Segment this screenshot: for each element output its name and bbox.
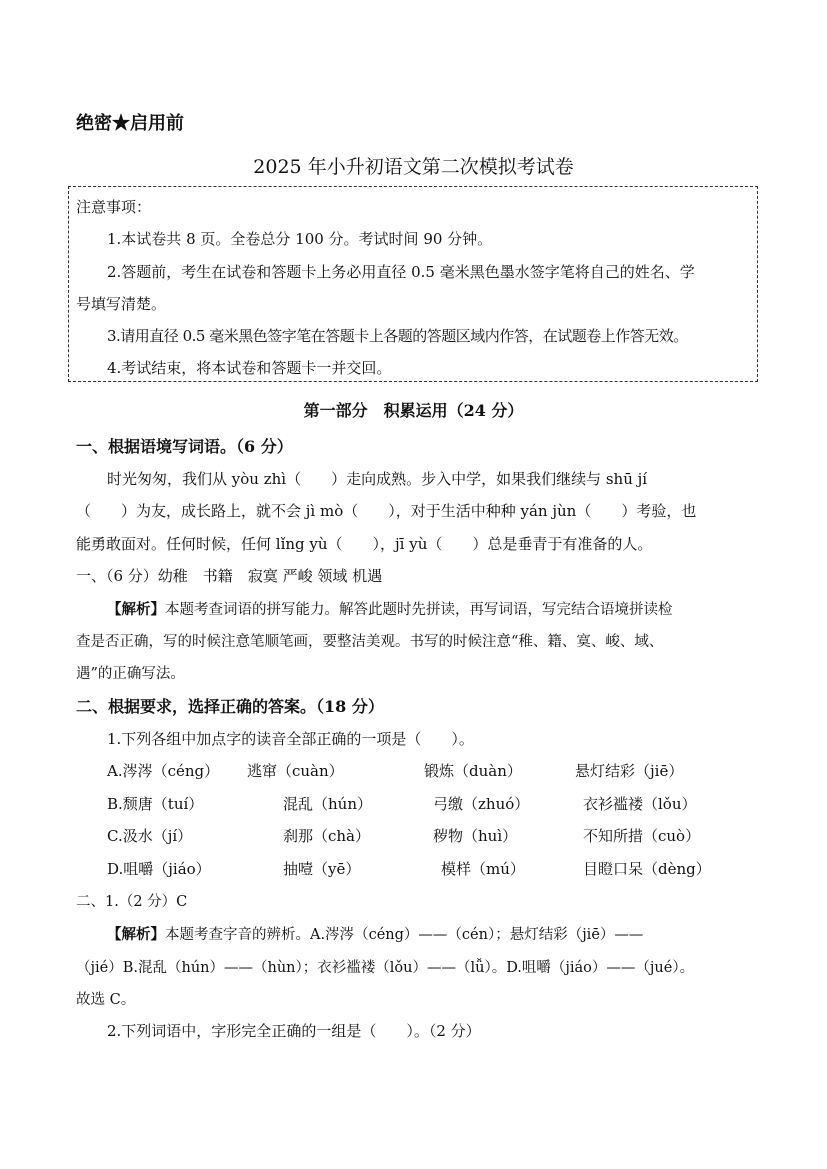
notice-item-4: 4.考试结束，将本试卷和答题卡一并交回。 bbox=[107, 359, 392, 377]
exam-title: 2025 年小升初语文第二次模拟考试卷 bbox=[253, 156, 574, 178]
notice-box bbox=[68, 186, 758, 382]
q2-1-answer: 二、1.（2 分）C bbox=[76, 894, 188, 910]
q2-1-stem: 1.下列各组中加点字的读音全部正确的一项是（ ）。 bbox=[107, 730, 474, 748]
option-a-3: 锻炼（duàn） bbox=[424, 762, 522, 780]
q1-heading: 一、根据语境写词语。（6 分） bbox=[76, 437, 293, 456]
option-b-4: 衣衫褴褛（lǒu） bbox=[583, 795, 697, 813]
notice-item-2: 2.答题前，考生在试卷和答题卡上务必用直径 0.5 毫米黑色墨水签字笔将自己的姓名、学 bbox=[107, 263, 695, 281]
q1-line-1: 时光匆匆，我们从 yòu zhì（ ）走向成熟。步入中学，如果我们继续与 shū jí bbox=[107, 470, 648, 488]
q2-1-analysis-1 bbox=[107, 923, 643, 944]
part1-title: 第一部分 积累运用（24 分） bbox=[303, 401, 524, 420]
notice-item-3: 3.请用直径 0.5 毫米黑色签字笔在答题卡上各题的答题区域内作答，在试题卷上作答无效。 bbox=[107, 327, 688, 345]
option-b-1: B.颓唐（tuí） bbox=[107, 795, 204, 813]
option-d-2: 抽噎（yē） bbox=[283, 860, 361, 878]
option-d-4: 目瞪口呆（dèng） bbox=[583, 860, 711, 878]
q1-line-3: 能勇敢面对。任何时候，任何 lǐng yù（ ），jī yù（ ）总是垂青于有准备的人。 bbox=[76, 535, 653, 553]
option-b-2: 混乱（hún） bbox=[283, 795, 372, 813]
q1-analysis-3: 遇”的正确写法。 bbox=[76, 666, 185, 682]
q1-line-2: （ ）为友，成长路上，就不会 jì mò（ ），对于生活中种种 yán jùn（ ）考验，也 bbox=[76, 502, 697, 520]
option-c-4: 不知所措（cuò） bbox=[583, 827, 701, 845]
option-d-1: D.咀嚼（jiáo） bbox=[107, 860, 211, 878]
option-c-2: 刹那（chà） bbox=[283, 827, 371, 845]
notice-item-1: 1.本试卷共 8 页。全卷总分 100 分。考试时间 90 分钟。 bbox=[107, 230, 493, 248]
q1-analysis-2: 查是否正确，写的时候注意笔顺笔画，要整洁美观。书写的时候注意“稚、籍、寞、峻、域、 bbox=[76, 634, 664, 650]
option-c-1: C.汲水（jí） bbox=[107, 827, 193, 845]
option-a-2: 逃窜（cuàn） bbox=[247, 762, 344, 780]
q2-heading: 二、根据要求，选择正确的答案。（18 分） bbox=[76, 697, 384, 716]
confidential-label: 绝密★启用前 bbox=[76, 113, 184, 134]
option-c-3: 秽物（huì） bbox=[433, 827, 518, 845]
q2-2-stem: 2.下列词语中，字形完全正确的一组是（ ）。（2 分） bbox=[107, 1022, 481, 1040]
notice-item-2-cont: 号填写清楚。 bbox=[76, 295, 167, 313]
q2-1-analysis-2: （jié）B.混乱（hún）——（hùn）；衣衫褴褛（lǒu）——（lǚ）。D.咀嚼（jiáo）——（jué）。 bbox=[76, 960, 695, 976]
analysis-label: 【解析】 bbox=[107, 926, 165, 943]
option-b-3: 弓缴（zhuó） bbox=[433, 795, 530, 813]
option-a-1: A.涔涔（céng） bbox=[107, 762, 220, 780]
q1-analysis-1 bbox=[107, 598, 673, 619]
q1-answer: 一、（6 分）幼稚 书籍 寂寞 严峻 领域 机遇 bbox=[76, 567, 383, 585]
analysis-text: 本题考查词语的拼写能力。解答此题时先拼读，再写词语，写完结合语境拼读检 bbox=[165, 602, 673, 618]
q2-1-analysis-3: 故选 C。 bbox=[76, 992, 136, 1008]
notice-heading: 注意事项： bbox=[76, 198, 152, 216]
option-d-3: 模样（mú） bbox=[441, 860, 525, 878]
analysis-label: 【解析】 bbox=[107, 601, 165, 618]
option-a-4: 悬灯结彩（jiē） bbox=[575, 762, 684, 780]
analysis-text: 本题考查字音的辨析。A.涔涔（céng）——（cén）；悬灯结彩（jiē）—— bbox=[165, 927, 644, 943]
